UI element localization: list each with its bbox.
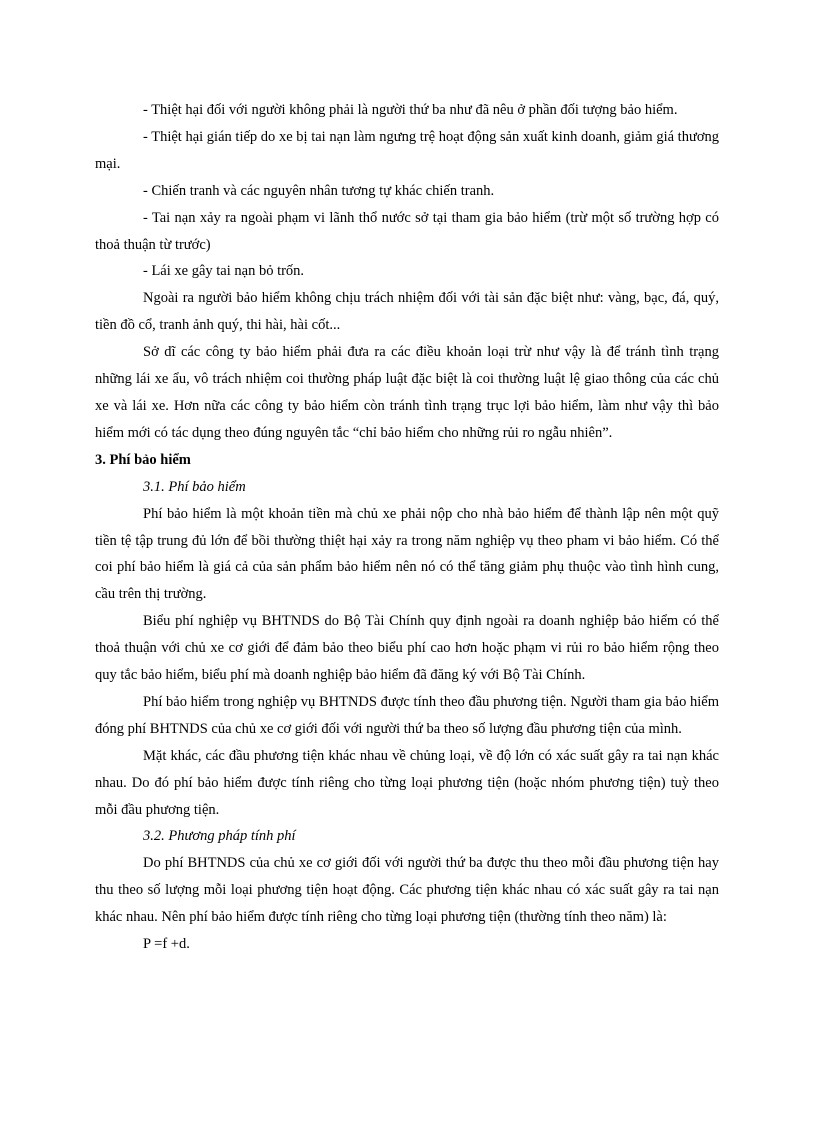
formula: P =f +d. — [143, 936, 190, 953]
paragraph: - Lái xe gây tai nạn bỏ trốn. — [143, 263, 305, 280]
subsection-heading: 3.2. Phương pháp tính phí — [143, 828, 296, 845]
paragraph: Sở dĩ các công ty bảo hiểm phải đưa ra các điều khoản loại trừ như vậy là để tránh tình trạng những lái xe ẩu, vô trách nhiệm coi thường pháp luật đặc biệt là coi thường luật lệ giao thông của các chủ xe và lái xe. Hơn nữa các công ty bảo hiểm còn tránh tình trạng trục lợi bảo hiểm, làm như vậy thì bảo hiểm mới có tác dụng theo đúng nguyên tắc “chỉ bảo hiểm cho những rủi ro ngẫu nhiên”. — [95, 344, 719, 441]
paragraph: - Tai nạn xảy ra ngoài phạm vi lãnh thổ nước sở tại tham gia bảo hiểm (trừ một số trường hợp có thoả thuận từ trước) — [95, 209, 719, 253]
paragraph: Mặt khác, các đầu phương tiện khác nhau về chủng loại, về độ lớn có xác suất gây ra tai nạn khác nhau. Do đó phí bảo hiểm được tính riêng cho từng loại phương tiện (hoặc nhóm phương tiện) tuỳ theo mỗi đầu phương tiện. — [95, 747, 719, 818]
subsection-heading: 3.1. Phí bảo hiểm — [143, 478, 246, 495]
document-page — [95, 97, 719, 958]
section-heading: 3. Phí bảo hiểm — [95, 451, 191, 468]
paragraph: - Thiệt hại gián tiếp do xe bị tai nạn làm ngưng trệ hoạt động sản xuất kinh doanh, giảm giá thương mại. — [95, 128, 719, 172]
paragraph: Ngoài ra người bảo hiểm không chịu trách nhiệm đối với tài sản đặc biệt như: vàng, bạc, đá, quý, tiền đồ cổ, tranh ảnh quý, thi hài, hài cốt... — [95, 290, 719, 334]
paragraph: - Thiệt hại đối với người không phải là người thứ ba như đã nêu ở phần đối tượng bảo hiểm. — [143, 102, 678, 118]
paragraph: Biểu phí nghiệp vụ BHTNDS do Bộ Tài Chính quy định ngoài ra doanh nghiệp bảo hiểm có thể thoả thuận với chủ xe cơ giới để đảm bảo theo biểu phí cao hơn hoặc phạm vi rủi ro bảo hiểm rộng theo quy tắc bảo hiểm, biểu phí mà doanh nghiệp bảo hiểm đã đăng ký với Bộ Tài Chính. — [95, 613, 719, 684]
paragraph: Phí bảo hiểm là một khoản tiền mà chủ xe phải nộp cho nhà bảo hiểm để thành lập nên một quỹ tiền tệ tập trung đủ lớn để bồi thường thiệt hại xảy ra trong năm nghiệp vụ theo pham vi bảo hiểm. Có thể coi phí bảo hiểm là giá cả của sản phẩm bảo hiểm nên nó có thể tăng giảm phụ thuộc vào tình hình cung, cầu trên thị trường. — [95, 505, 719, 603]
paragraph: - Chiến tranh và các nguyên nhân tương tự khác chiến tranh. — [143, 182, 495, 199]
paragraph: Phí bảo hiểm trong nghiệp vụ BHTNDS được tính theo đầu phương tiện. Người tham gia bảo hiểm đóng phí BHTNDS của chủ xe cơ giới đối với người thứ ba theo số lượng đầu phương tiện của mình. — [95, 693, 719, 737]
paragraph: Do phí BHTNDS của chủ xe cơ giới đối với người thứ ba được thu theo mỗi đầu phương tiện hay thu theo số lượng mỗi loại phương tiện hoạt động. Các phương tiện khác nhau có xác suất gây ra tai nạn khác nhau. Nên phí bảo hiểm được tính riêng cho từng loại phương tiện (thường tính theo năm) là: — [95, 855, 719, 926]
